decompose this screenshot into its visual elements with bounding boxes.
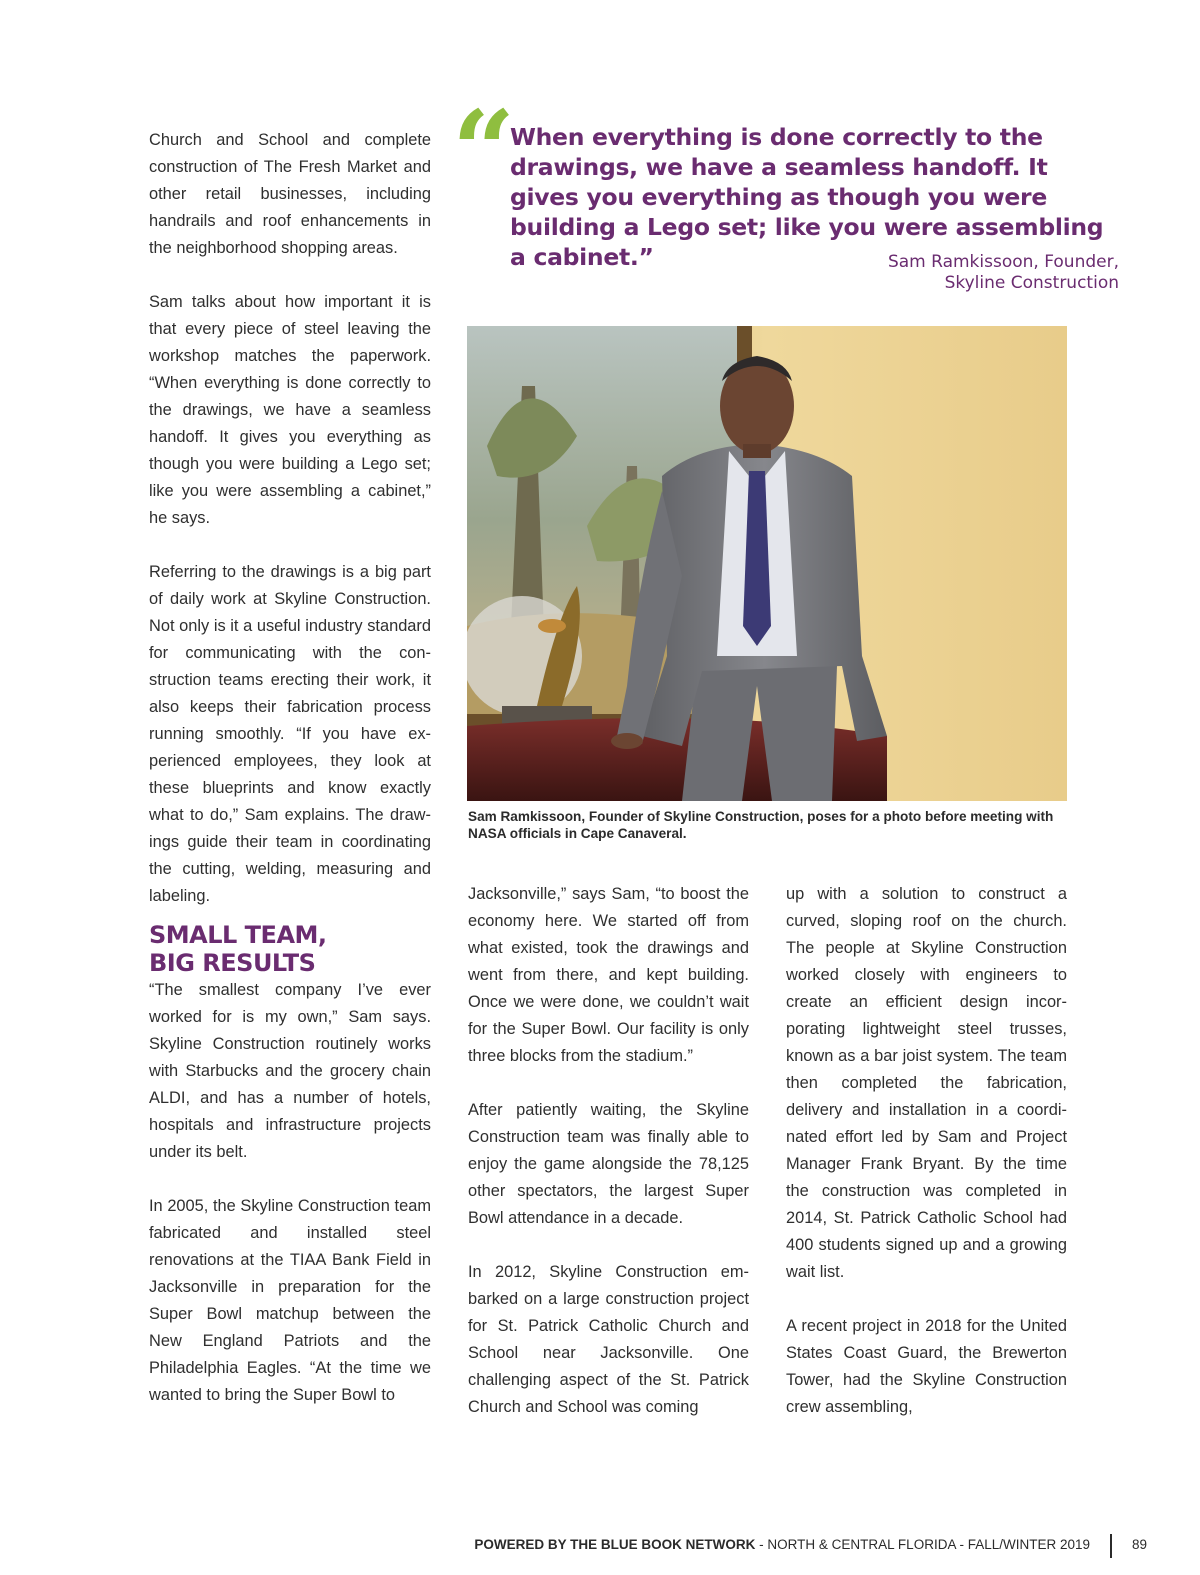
pull-quote: When everything is done correctly to the drawings, we have a seamless handoff. It gives you everything as though you were building a Lego set; like you were assembling a cabinet.” (510, 123, 1104, 271)
body-paragraph: Sam talks about how important it is that every piece of steel leaving the workshop matches the paperwork. “When everything is done correctly to the drawings, we have a seamless handoff. It gives you everything as though you were building a Lego set; like you were assembling a cabinet,” he says. (149, 293, 431, 527)
footer-divider (1110, 1534, 1112, 1558)
attribution-line: Skyline Construction (944, 273, 1119, 293)
body-paragraph: Jacksonville,” says Sam, “to boost the economy here. We started off from what existed, took the drawings and went from there, and kept building. Once we were done, we couldn’t wait for the Super Bowl. Our facility is only three blocks from the stadium.” (468, 885, 749, 1065)
footer-text (474, 1537, 1090, 1552)
body-paragraph: In 2005, the Skyline Construction team fabricated and installed steel renovations at the TIAA Bank Field in Jacksonville in preparation for the Super Bowl matchup between the New England Patriots and the Philadelphia Eagles. “At the time we wanted to bring the Super Bowl to (149, 1197, 431, 1404)
attribution-line: Sam Ramkissoon, Founder, (887, 252, 1119, 272)
pull-quote-attribution (719, 252, 1119, 294)
page-number: 89 (1132, 1537, 1148, 1552)
section-heading-line: BIG RESULTS (149, 949, 316, 977)
article-photo (467, 326, 1067, 801)
footer-brand: POWERED BY THE BLUE BOOK NETWORK (474, 1537, 756, 1552)
body-paragraph: Church and School and complete construction of The Fresh Market and other retail businesses, including handrails and roof enhancements in the neighborhood shopping areas. (149, 131, 431, 257)
body-paragraph: A recent project in 2018 for the United States Coast Guard, the Brewerton Tower, had the Skyline Construction crew assembling, (786, 1317, 1067, 1416)
body-paragraph: In 2012, Skyline Construction embarked on a large construction project for St. Patrick Catholic Church and School near Jacksonville. One challenging aspect of the St. Patrick Church and School was coming (468, 1263, 749, 1416)
article-column-right (786, 881, 1067, 1421)
body-paragraph: Referring to the drawings is a big part of daily work at Skyline Construction. Not only is it a useful industry standard for communicating with the construction teams erecting their work, it also keeps their fabrication process running smoothly. “If you have experienced employees, they look at these blueprints and know exactly what to do,” Sam explains. The drawings guide their team in coordinating the cutting, welding, measuring and labeling. (149, 563, 431, 905)
section-heading-line: SMALL TEAM, (149, 921, 327, 949)
article-column-middle (468, 881, 749, 1421)
article-column-left (149, 127, 431, 1409)
photo-caption: Sam Ramkissoon, Founder of Skyline Construction, poses for a photo before meeting with NASA officials in Cape Canaveral. (468, 809, 1054, 841)
section-heading (149, 921, 431, 977)
body-paragraph: up with a solution to construct a curved, sloping roof on the church. The people at Skyline Construction worked closely with engineers to create an efficient design incorporating lightweight steel trusses, known as a bar joist system. The team then completed the fabrication, delivery and installation in a coordinated effort led by Sam and Project Manager Frank Bryant. By the time the construction was completed in 2014, St. Patrick Catholic School had 400 students signed up and a growing wait list. (786, 885, 1067, 1281)
quote-mark-icon: “ (452, 86, 516, 215)
body-paragraph: After patiently waiting, the Skyline Construction team was finally able to enjoy the game alongside the 78,125 other spectators, the largest Super Bowl attendance in a decade. (468, 1101, 749, 1227)
page-footer (0, 1534, 1200, 1558)
body-paragraph: “The smallest company I’ve ever worked for is my own,” Sam says. Skyline Construction routinely works with Starbucks and the grocery chain ALDI, and has a number of hotels, hospitals and infrastructure projects under its belt. (149, 981, 431, 1161)
footer-edition: - NORTH & CENTRAL FLORIDA - FALL/WINTER 2019 (755, 1537, 1090, 1552)
photo-illustration (467, 326, 1067, 801)
